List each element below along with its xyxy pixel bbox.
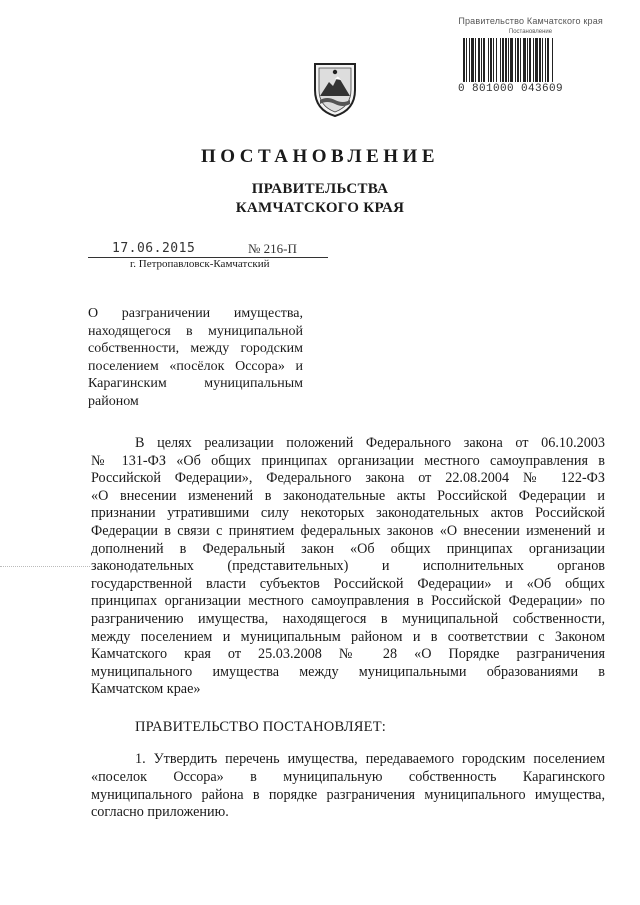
item-line: «поселок Оссора» в муниципальную собственность Карагинского xyxy=(91,768,605,785)
item-line: муниципального района в порядке разграничения муниципального имущества, xyxy=(91,786,605,803)
decree-heading: ПРАВИТЕЛЬСТВО ПОСТАНОВЛЯЕТ: xyxy=(135,719,387,735)
subject-line: собственности, между городским xyxy=(88,341,303,356)
preamble-line: разграничению имущества, находящегося в муниципальной собственности, xyxy=(91,610,605,627)
document-number: № 216-П xyxy=(248,241,297,256)
subject-line: районом xyxy=(88,393,139,409)
preamble-line: признании утратившими силу некоторых законодательных актов Российской xyxy=(91,505,605,522)
preamble-line: законодательных (представительных) и исполнительных органов xyxy=(91,558,605,575)
barcode-number: 0 801000 043609 xyxy=(458,83,564,95)
preamble-line: № 131-ФЗ «Об общих принципах организации местного самоуправления в xyxy=(91,452,605,469)
preamble-paragraph xyxy=(91,435,605,699)
document-date: 17.06.2015 xyxy=(112,241,196,256)
barcode xyxy=(458,38,603,95)
document-subject xyxy=(88,305,303,410)
preamble-line: муниципального имущества между муниципальными образованиями в xyxy=(91,663,605,680)
registration-stamp xyxy=(448,16,603,35)
document-title: ПОСТАНОВЛЕНИЕ xyxy=(200,146,440,167)
preamble-line: Российской Федерации», Федерального закона от 22.08.2004 № 122-ФЗ xyxy=(91,470,605,487)
margin-dotted-line xyxy=(0,566,90,567)
preamble-line: В целях реализации положений Федерального закона от 06.10.2003 xyxy=(135,435,605,451)
preamble-line: Камчатского края от 25.03.2008 № 28 «О Порядке разграничения xyxy=(91,646,605,663)
preamble-line: «О внесении изменений в законодательные акты Российской Федерации и xyxy=(91,487,605,504)
stamp-organization: Правительство Камчатского края xyxy=(458,16,603,26)
subject-line: Карагинским муниципальным xyxy=(88,376,303,391)
preamble-line: Федерации в связи с принятием федеральных законов «О внесении изменений и xyxy=(91,522,605,539)
item-line: согласно приложению. xyxy=(91,804,229,821)
preamble-line: между поселением и муниципальным районом и в соответствии с Законом xyxy=(91,628,605,645)
stamp-document-type: Постановление xyxy=(508,29,553,35)
barcode-bars xyxy=(461,38,603,82)
document-city: г. Петропавловск-Камчатский xyxy=(130,258,270,270)
preamble-line: дополнений в Федеральный закон «Об общих принципах организации xyxy=(91,540,605,557)
preamble-line: принципах организации местного самоуправления в Российской Федерации» по xyxy=(91,593,605,610)
decree-item-1 xyxy=(91,751,605,822)
kamchatka-coat-of-arms-emblem xyxy=(311,60,359,118)
item-line: 1. Утвердить перечень имущества, передаваемого городским поселением xyxy=(135,751,605,767)
issuer-line-2: КАМЧАТСКОГО КРАЯ xyxy=(235,200,405,216)
preamble-line: Камчатском крае» xyxy=(91,681,201,698)
subject-line: поселением «посёлок Оссора» и xyxy=(88,358,303,374)
preamble-line: государственной власти субъектов Российской Федерации» и «Об общих xyxy=(91,575,605,592)
subject-line: находящегося в муниципальной xyxy=(88,323,303,339)
issuer-line-1: ПРАВИТЕЛЬСТВА xyxy=(251,181,389,197)
subject-line: О разграничении имущества, xyxy=(88,306,303,321)
